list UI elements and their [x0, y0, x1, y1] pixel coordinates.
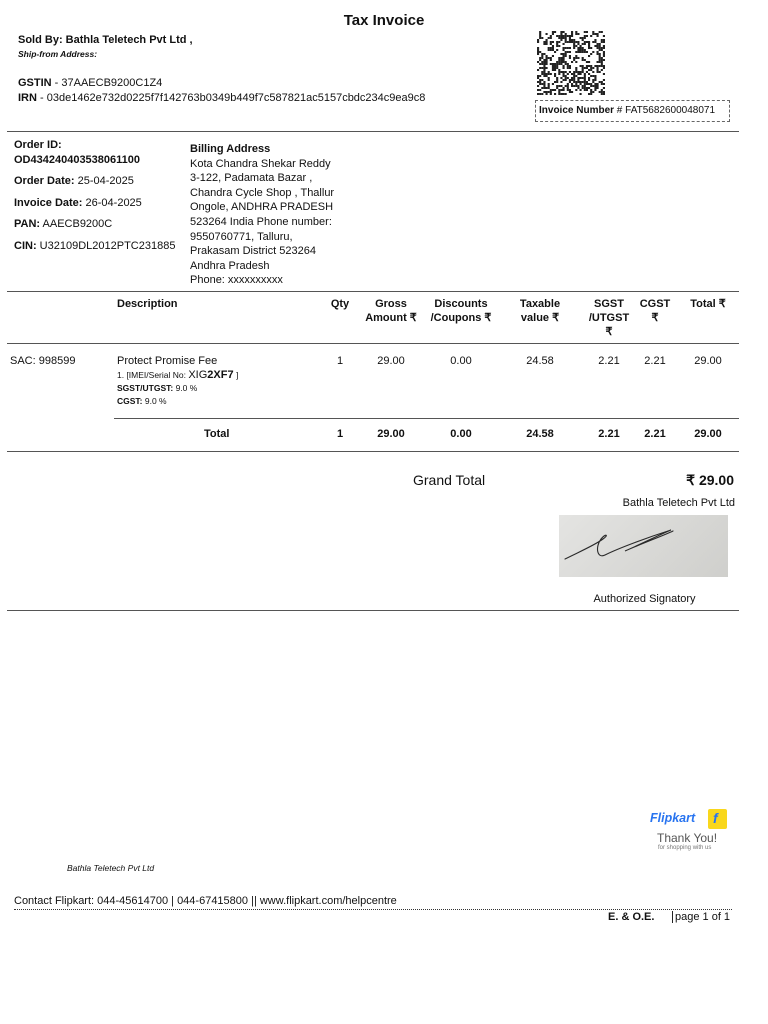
invoice-number-box: [535, 100, 730, 122]
cgst-rate-label: CGST:: [117, 396, 143, 406]
item-name: Protect Promise Fee: [117, 355, 218, 367]
col-sgst-line3: ₹: [605, 326, 613, 338]
billing-address: [190, 142, 350, 288]
flipkart-brand: Flipkart: [650, 811, 696, 825]
col-cgst-line1: CGST: [639, 298, 671, 310]
billing-line: Prakasam District 523264: [190, 245, 316, 258]
billing-line: 3-122, Padamata Bazar ,: [190, 172, 313, 185]
totals-label: Total: [204, 428, 230, 440]
gstin-value: - 37AAECB9200C1Z4: [51, 77, 163, 89]
cgst-rate-value: 9.0 %: [142, 396, 167, 406]
invoice-date-label: Invoice Date:: [14, 197, 83, 209]
grand-total-label: Grand Total: [413, 472, 486, 488]
divider: [7, 451, 739, 452]
order-date: [14, 175, 134, 187]
billing-line: Ongole, ANDHRA PRADESH: [190, 201, 334, 214]
totals-sgst: 2.21: [598, 428, 620, 440]
qr-code: [537, 31, 605, 95]
seller-name: Bathla Teletech Pvt Ltd: [622, 497, 735, 509]
invoice-number-label: Invoice Number: [539, 105, 615, 116]
item-total: 29.00: [694, 355, 722, 367]
divider: [7, 610, 739, 611]
col-taxable-line1: Taxable: [519, 298, 561, 310]
item-cgst: 2.21: [644, 355, 666, 367]
col-gross-line2: Amount ₹: [365, 312, 417, 324]
contact-info: Contact Flipkart: 044-45614700 | 044-67415800 || www.flipkart.com/helpcentre: [14, 895, 397, 907]
col-description: Description: [117, 298, 178, 310]
cin: [14, 240, 175, 252]
col-gross: [360, 297, 422, 325]
billing-line: Kota Chandra Shekar Reddy: [190, 157, 331, 170]
item-gross: 29.00: [377, 355, 405, 367]
billing-line: 523264 India Phone number:: [190, 215, 332, 228]
flipkart-logo: [648, 807, 732, 855]
grand-total-value: ₹ 29.00: [686, 472, 734, 488]
divider: [14, 909, 732, 910]
irn: [18, 92, 425, 104]
item-qty: 1: [336, 355, 344, 367]
pan: [14, 218, 112, 230]
item-serial: [117, 369, 238, 381]
col-taxable-line2: value ₹: [520, 312, 560, 324]
serial-suffix: ]: [233, 370, 239, 380]
col-discounts: [426, 297, 496, 325]
invoice-date: [14, 197, 142, 209]
col-cgst: [636, 297, 674, 325]
col-cgst-line2: ₹: [651, 312, 659, 324]
order-date-value: 25-04-2025: [74, 175, 134, 187]
col-discounts-line1: Discounts: [434, 298, 488, 310]
sgst-rate-value: 9.0 %: [173, 383, 198, 393]
sac-code: SAC: 998599: [10, 355, 76, 367]
item-cgst-rate: [117, 396, 238, 406]
item-description: [117, 355, 238, 406]
divider: [114, 418, 739, 419]
cin-label: CIN:: [14, 240, 37, 252]
thank-you: Thank You!: [657, 831, 718, 845]
col-sgst-line2: /UTGST: [588, 312, 630, 324]
thank-you-sub: for shopping with us: [658, 845, 712, 851]
serial-part-a: XIG: [188, 369, 208, 381]
flipkart-bag-icon: f: [708, 809, 727, 829]
irn-value: - 03de1462e732d0225f7f142763b0349b449f7c587821ac5157cbdc234c9ea9c8: [36, 92, 426, 104]
authorized-signatory: Authorized Signatory: [593, 593, 696, 605]
billing-line: Phone: xxxxxxxxxx: [190, 274, 283, 287]
order-id-label: Order ID:: [14, 139, 62, 151]
pan-value: AAECB9200C: [40, 218, 113, 230]
totals-total: 29.00: [694, 428, 722, 440]
sold-by: Sold By: Bathla Teletech Pvt Ltd ,: [18, 34, 193, 46]
gstin: [18, 77, 162, 89]
invoice-number-value: # FAT5682600048071: [614, 105, 716, 116]
col-gross-line1: Gross: [375, 298, 407, 310]
totals-cgst: 2.21: [644, 428, 666, 440]
serial-prefix: 1. [IMEI/Serial No:: [117, 370, 189, 380]
totals-qty: 1: [336, 428, 344, 440]
eoe: E. & O.E.: [608, 911, 655, 923]
pan-label: PAN:: [14, 218, 41, 230]
item-taxable: 24.58: [526, 355, 554, 367]
invoice-title: Tax Invoice: [343, 12, 425, 29]
col-taxable: [510, 297, 570, 325]
serial-part-b: 2XF7: [207, 369, 234, 381]
billing-line: 9550760771, Talluru,: [190, 230, 293, 243]
col-qty: Qty: [330, 298, 350, 310]
ship-from-label: Ship-from Address:: [18, 49, 98, 59]
cin-value: U32109DL2012PTC231885: [36, 240, 176, 252]
billing-address-heading: Billing Address: [190, 143, 271, 155]
irn-label: IRN: [18, 92, 37, 104]
col-total: Total ₹: [690, 298, 726, 310]
divider: [7, 343, 739, 344]
item-sgst-rate: [117, 383, 238, 393]
divider: [7, 291, 739, 292]
item-sgst: 2.21: [598, 355, 620, 367]
col-discounts-line2: /Coupons ₹: [430, 312, 492, 324]
billing-line: Chandra Cycle Shop , Thallur: [190, 186, 335, 199]
totals-gross: 29.00: [377, 428, 405, 440]
sgst-rate-label: SGST/UTGST:: [117, 383, 174, 393]
billing-line: Andhra Pradesh: [190, 259, 270, 272]
totals-discount: 0.00: [450, 428, 472, 440]
signature-scribble: [559, 515, 728, 577]
item-discount: 0.00: [450, 355, 472, 367]
footer-seller: Bathla Teletech Pvt Ltd: [67, 863, 155, 873]
signature-image: [559, 515, 728, 577]
gstin-label: GSTIN: [18, 77, 52, 89]
col-sgst-line1: SGST: [594, 298, 624, 310]
page-number: page 1 of 1: [672, 911, 730, 923]
divider: [7, 131, 739, 132]
order-id-value: OD434240403538061100: [14, 154, 141, 166]
totals-taxable: 24.58: [526, 428, 554, 440]
invoice-date-value: 26-04-2025: [82, 197, 142, 209]
order-date-label: Order Date:: [14, 175, 75, 187]
col-sgst: [582, 297, 636, 339]
